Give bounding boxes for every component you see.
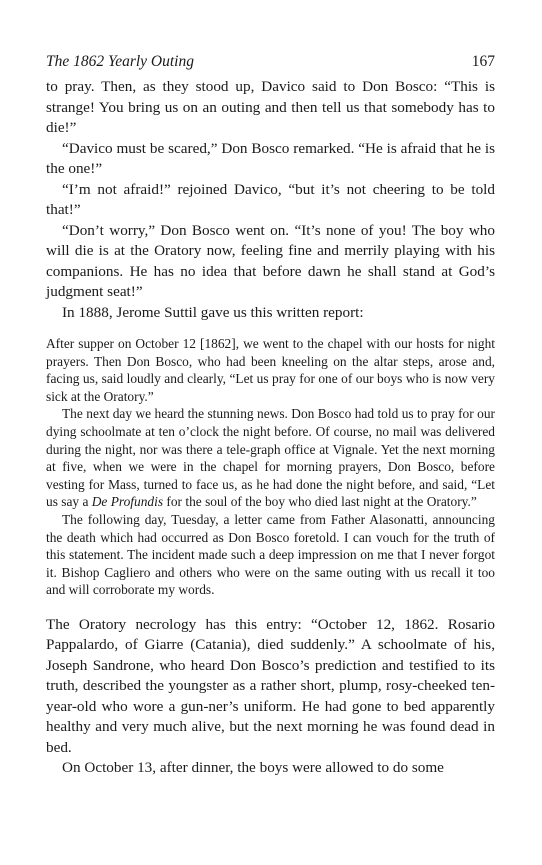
quote-paragraph-2-start: The next day we heard the stunning news. Don Bosco had told us to pray for our dying schoolmate at ten o’clock the night before. Of course, no mail was delivered during the night, nor was there a tele-graph office at Vignale. Yet the next morning at five, when we were in the chapel for morning prayers, Don Bosco, before vesting for Mass, turned to face us, as he had done the night before, and said, “Let us say a	[46, 406, 495, 510]
block-quote	[46, 335, 495, 599]
paragraph-2: “Davico must be scared,” Don Bosco remarked. “He is afraid that he is the one!”	[46, 139, 495, 177]
running-head: The 1862 Yearly Outing	[46, 53, 194, 70]
book-page	[46, 53, 495, 779]
page-number: 167	[471, 53, 495, 70]
paragraph-5: In 1888, Jerome Suttil gave us this written report:	[62, 303, 364, 321]
paragraph-3: “I’m not afraid!” rejoined Davico, “but it’s not cheering to be told that!”	[46, 180, 495, 218]
paragraph-7: On October 13, after dinner, the boys were allowed to do some	[62, 759, 444, 777]
paragraph-1: to pray. Then, as they stood up, Davico said to Don Bosco: “This is strange! You bring us on an outing and then tell us that somebody has to die!”	[46, 78, 495, 136]
after-quote-text	[46, 615, 495, 779]
quote-paragraph-3: The following day, Tuesday, a letter came from Father Alasonatti, announcing the death which had occurred as Don Bosco foretold. I can vouch for the truth of this statement. The incident made such a deep impression on me that I never forgot it. Bishop Cagliero and others who were on the same outing with us recall it too and will corroborate my words.	[46, 511, 495, 598]
de-profundis-italic: De Profundis	[91, 494, 164, 510]
quote-paragraph-2	[46, 405, 495, 511]
body-text	[46, 77, 495, 323]
quote-paragraph-2-end: for the soul of the boy who died last night at the Oratory.”	[163, 494, 477, 510]
paragraph-6: The Oratory necrology has this entry: “October 12, 1862. Rosario Pappalardo, of Giarre (Catania), died suddenly.” A schoolmate of his, Joseph Sandrone, who heard Don Bosco’s prediction and testified to its truth, described the youngster as a rather short, plump, rosy-cheeked ten-year-old who wore a gun-ner’s uniform. He had gone to bed apparently healthy and very much alive, but the next morning he was found dead in bed.	[46, 615, 495, 756]
paragraph-4: “Don’t worry,” Don Bosco went on. “It’s none of you! The boy who will die is at the Oratory now, feeling fine and merrily playing with his companions. He has no idea that before dawn he shall stand at God’s judgment seat!”	[46, 221, 495, 300]
quote-paragraph-1: After supper on October 12 [1862], we went to the chapel with our hosts for night prayers. Then Don Bosco, who had been kneeling on the altar steps, arose and, facing us, said loudly and clearly, “Let us pray for one of our boys who is now very sick at the Oratory.”	[46, 336, 495, 404]
page-header	[46, 53, 495, 77]
